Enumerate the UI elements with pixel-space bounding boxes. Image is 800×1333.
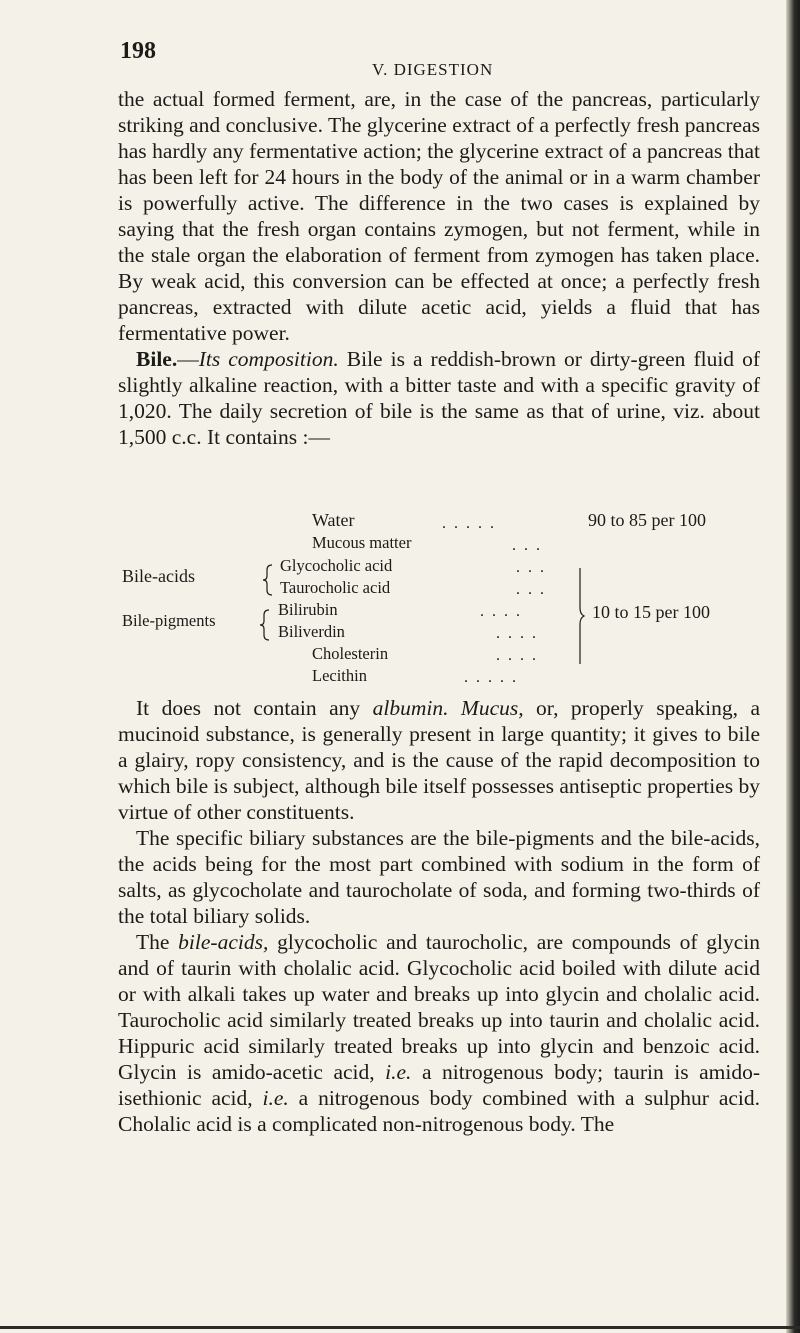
paragraph-ferment: the actual formed ferment, are, in the case of the pancreas, particularly striking and conclusive. The glycerine extract of a perfectly fresh pancreas has hardly any fermentative action; the glycerine extract of a pancreas that has been left for 24 hours in the body of the animal or in a warm chamber is powerfully active. The difference in the two cases is explained by saying that the fresh organ contains zymogen, but not ferment, while in the stale organ the elaboration of ferment from zymogen has taken place. By weak acid, this conversion can be effected at once; a perfectly fresh pancreas, extracted with dilute acetic acid, yields a fluid that has fermentative power. <box>118 87 760 345</box>
body-text-bottom <box>118 695 760 1137</box>
bile-subheading: Its composition. <box>198 347 339 371</box>
svg-text:. . . .: . . . . <box>496 647 536 664</box>
row-water: Water <box>312 510 355 530</box>
solids-percentage: 10 to 15 per 100 <box>592 602 710 622</box>
svg-text:. . .: . . . <box>516 581 544 598</box>
bile-heading: Bile. <box>136 347 178 371</box>
albumin-italic: albumin. <box>372 696 449 720</box>
bileacids-text-4: a nitrogenous body combined with a sulphur acid. Cholalic acid is a complicated non-nitrogenous body. The <box>118 1086 761 1136</box>
bile-dash: — <box>177 347 199 371</box>
bile-text: Bile is a reddish-brown or dirty-green fluid of slightly alkaline reaction, with a bitter taste and with a specific gravity of 1,020. The daily secretion of bile is the same as that of urine, viz. about 1,500 c.c. It contains :— <box>118 347 760 449</box>
page-edge-shadow <box>786 0 800 1333</box>
paragraph-albumin <box>118 695 760 825</box>
bileacids-text-2: glycocholic and taurocholic, are compounds of glycin and of taurin with cholalic acid. Glycocholic acid boiled with dilute acid or with alkali takes up water and breaks up into glycin and cholalic acid. Taurocholic acid similarly treated breaks up into taurin and cholalic acid. Hippuric acid similarly treated breaks up into glycin and benzoic acid. Glycin is amido-acetic acid, <box>118 930 760 1084</box>
row-bilirubin: Bilirubin <box>278 600 338 619</box>
page-number: 198 <box>120 38 156 64</box>
albumin-space <box>448 696 460 720</box>
svg-text:. . . .: . . . . <box>496 625 536 642</box>
bottom-rule <box>0 1326 800 1329</box>
ie-italic-2: i.e. <box>262 1086 289 1110</box>
svg-text:. . . . .: . . . . . <box>442 515 494 532</box>
water-percentage: 90 to 85 per 100 <box>588 510 706 530</box>
row-cholesterin: Cholesterin <box>312 644 389 663</box>
svg-text:. . . .: . . . . <box>480 603 520 620</box>
albumin-text-1: It does not contain any <box>136 696 373 720</box>
paragraph-bile <box>118 346 760 450</box>
paragraph-bile-acids <box>118 929 760 1137</box>
ie-italic-1: i.e. <box>385 1060 412 1084</box>
albumin-text-2: or, properly speaking, a mucinoid substance, is generally present in large quantity; it gives to bile a glairy, ropy consistency, and is the cause of the rapid decomposition to which bile is subject, although bile itself possesses antiseptic properties by virtue of other constituents. <box>118 696 761 824</box>
row-lecithin: Lecithin <box>312 666 367 685</box>
group-bile-pigments: Bile-pigments <box>122 611 216 630</box>
row-mucous-matter: Mucous matter <box>312 533 412 552</box>
paragraph-specific-substances: The specific biliary substances are the bile-pigments and the bile-acids, the acids being for the most part combined with sodium in the form of salts, as glycocholate and taurocholate of soda, and forming two-thirds of the total biliary solids. <box>118 826 760 928</box>
bile-composition-table <box>120 510 760 686</box>
bileacids-text-1: The <box>136 930 179 954</box>
bileacids-text-3: a nitrogenous body; taurin is amido-isethionic acid, <box>118 1060 760 1110</box>
group-bile-acids: Bile-acids <box>122 566 195 586</box>
row-glycocholic-acid: Glycocholic acid <box>280 556 393 575</box>
svg-text:. . .: . . . <box>512 537 540 554</box>
page-header <box>120 38 760 78</box>
mucus-italic: Mucus, <box>460 696 524 720</box>
body-text-top <box>118 86 760 450</box>
row-taurocholic-acid: Taurocholic acid <box>280 578 391 597</box>
svg-text:. . . . .: . . . . . <box>464 669 516 686</box>
bileacids-italic: bile-acids, <box>178 930 269 954</box>
row-biliverdin: Biliverdin <box>278 622 345 641</box>
running-head: V. DIGESTION <box>372 60 494 79</box>
svg-text:. . .: . . . <box>516 559 544 576</box>
